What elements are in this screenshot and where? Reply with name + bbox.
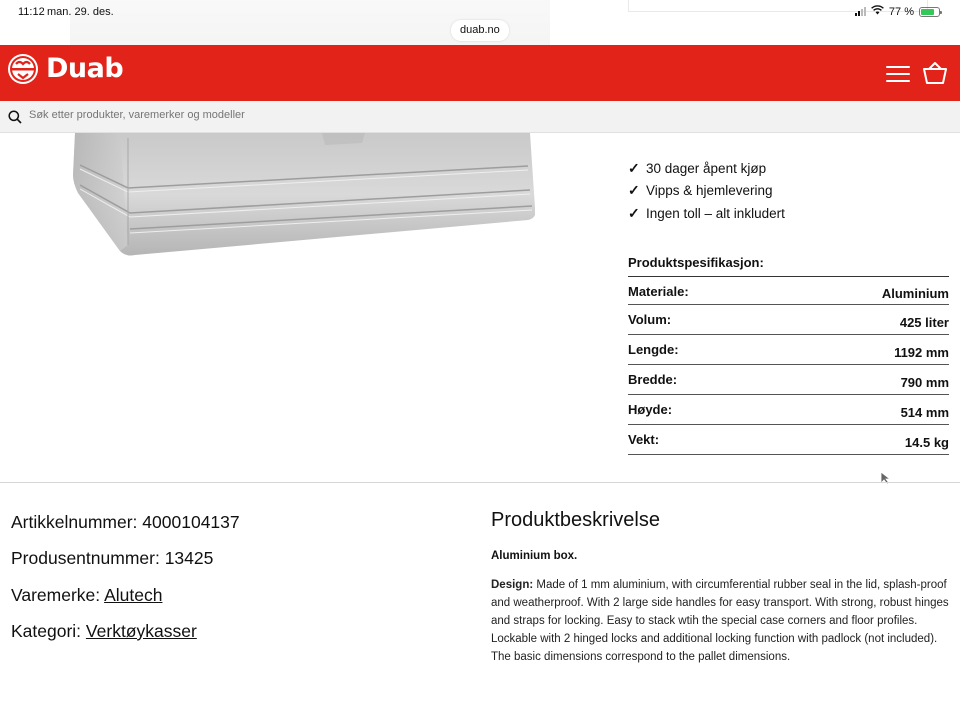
spec-label: Bredde:: [628, 372, 678, 387]
manufacturer-number-value: 13425: [164, 548, 214, 569]
product-description: [491, 509, 951, 666]
hamburger-menu-icon[interactable]: [886, 66, 910, 82]
article-info: [11, 512, 240, 657]
checkmark-icon: ✓: [628, 204, 640, 221]
logo-mark-icon: [8, 54, 38, 84]
section-divider: [0, 482, 960, 483]
benefits-list: [628, 157, 785, 225]
benefit-text: 30 dager åpent kjøp: [646, 160, 767, 176]
checkmark-icon: ✓: [628, 182, 640, 199]
mouse-pointer-icon: [880, 471, 892, 490]
benefit-item: [628, 180, 785, 203]
wifi-icon: [871, 5, 884, 18]
spec-label: Volum:: [628, 312, 672, 327]
benefit-item: [628, 202, 785, 225]
brand-link[interactable]: Alutech: [104, 584, 163, 605]
category: [11, 621, 240, 657]
duab-logo[interactable]: [8, 53, 123, 84]
search-input[interactable]: [29, 109, 729, 121]
spec-row: [628, 305, 949, 335]
spec-label: Høyde:: [628, 402, 673, 417]
spec-value: 14.5 kg: [904, 435, 949, 450]
status-indicators: [855, 5, 940, 18]
spec-row: [628, 277, 949, 305]
spec-value: 425 liter: [899, 315, 949, 330]
spec-value: Aluminium: [881, 286, 949, 301]
benefit-text: Vipps & hjemlevering: [646, 183, 773, 199]
spec-value: 514 mm: [900, 405, 949, 420]
search-icon[interactable]: [8, 110, 22, 129]
brand-name: Duab: [46, 53, 124, 84]
category-link[interactable]: Verktøykasser: [85, 620, 197, 641]
spec-table: [628, 276, 949, 455]
shopping-basket-icon[interactable]: [922, 60, 948, 86]
article-number-label: Artikkelnummer:: [11, 512, 138, 532]
spec-title: Produktspesifikasjon:: [628, 255, 764, 270]
status-date: man. 29. des.: [47, 6, 114, 18]
site-header: [0, 45, 960, 101]
spec-row: [628, 335, 949, 365]
spec-value: 790 mm: [900, 375, 949, 390]
spec-label: Materiale:: [628, 284, 689, 299]
spec-row: [628, 365, 949, 395]
manufacturer-number-label: Produsentnummer:: [11, 548, 160, 569]
brand-label: Varemerke:: [11, 584, 101, 605]
status-bar: [0, 0, 960, 22]
article-number-value: 4000104137: [142, 512, 240, 532]
status-time: 11:12: [18, 6, 45, 18]
design-label: Design:: [491, 579, 534, 591]
description-body: [491, 576, 951, 666]
url-bar[interactable]: duab.no: [451, 20, 509, 41]
battery-icon: [919, 7, 940, 17]
battery-percentage: 77 %: [888, 5, 914, 18]
spec-row: [628, 395, 949, 425]
search-bar: [0, 101, 960, 133]
brand: [11, 585, 240, 621]
spec-label: Vekt:: [628, 432, 660, 447]
product-image: [0, 133, 600, 263]
spec-row: [628, 425, 949, 455]
spec-label: Lengde:: [628, 342, 679, 357]
checkmark-icon: ✓: [628, 159, 640, 176]
benefit-text: Ingen toll – alt inkludert: [646, 205, 785, 221]
design-text: Made of 1 mm aluminium, with circumferential rubber seal in the lid, splash-proof and weatherproof. With 2 large side handles for easy transport. With strong, robust hinges and straps for locking. Easy to stack wtih the special case corners and floor profiles. Lockable with 2 hinged locks and additional locking function with padlock (not included). The basic dimensions correspond to the pallet dimensions.: [491, 579, 949, 663]
description-title: Produktbeskrivelse: [491, 509, 660, 531]
benefit-item: [628, 157, 785, 180]
spec-value: 1192 mm: [894, 345, 949, 360]
description-subtitle: Aluminium box.: [491, 550, 578, 562]
manufacturer-number: [11, 548, 240, 584]
cellular-signal-icon: [855, 7, 866, 16]
category-label: Kategori:: [11, 620, 82, 641]
article-number: [11, 512, 240, 548]
